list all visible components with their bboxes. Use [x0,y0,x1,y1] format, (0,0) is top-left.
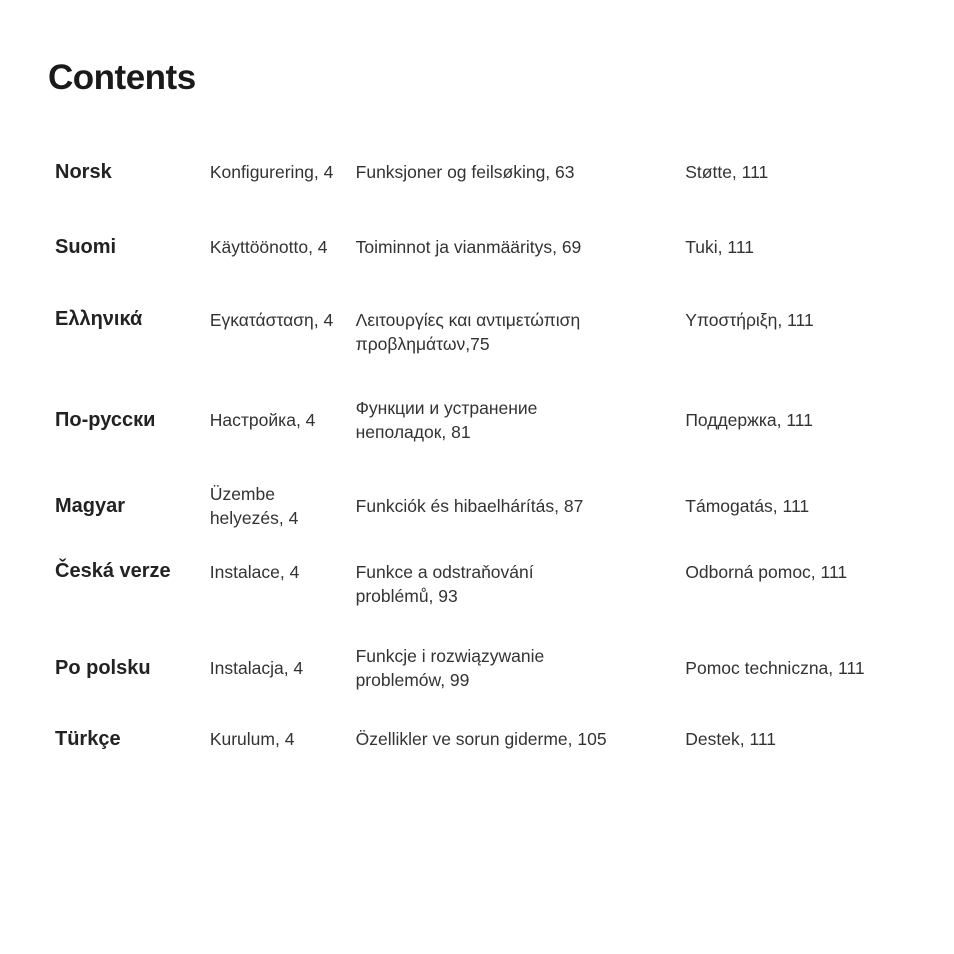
support-entry[interactable]: Támogatás, 111 [685,496,810,516]
support-entry[interactable]: Støtte, 111 [685,162,769,182]
table-of-contents [55,150,915,761]
toc-row-magyar [55,480,915,532]
support-entry[interactable]: Υποστήριξη, 111 [685,310,814,330]
language-name: Suomi [55,235,117,258]
functions-entry[interactable]: Özellikler ve sorun giderme, 105 [355,729,607,749]
setup-entry[interactable]: Εγκατάσταση, 4 [209,310,334,330]
functions-entry[interactable]: Funkce a odstraňování problémů, 93 [355,562,534,606]
setup-entry[interactable]: Üzembe helyezés, 4 [209,484,299,528]
functions-entry[interactable]: Λειτουργίες και αντιμετώπιση προβλημάτων,75 [355,310,581,354]
toc-row-norsk [55,150,915,194]
setup-entry[interactable]: Kurulum, 4 [209,729,295,749]
support-entry[interactable]: Tuki, 111 [685,237,754,257]
toc-row-suomi [55,225,915,269]
toc-row-russian [55,394,915,446]
setup-entry[interactable]: Konfigurering, 4 [209,162,334,182]
language-name: Ελληνικά [55,308,143,330]
support-entry[interactable]: Поддержка, 111 [685,410,813,430]
language-name: Norsk [55,160,112,183]
functions-entry[interactable]: Funkcje i rozwiązywanie problemów, 99 [355,646,545,690]
language-name: Magyar [55,494,126,517]
functions-entry[interactable]: Toiminnot ja vianmääritys, 69 [355,237,582,257]
setup-entry[interactable]: Настройка, 4 [209,410,316,430]
toc-row-ellinika [55,300,915,358]
toc-row-turkce [55,717,915,761]
functions-entry[interactable]: Функции и устранение неполадок, 81 [355,398,538,442]
setup-entry[interactable]: Käyttöönotto, 4 [209,237,328,257]
setup-entry[interactable]: Instalace, 4 [209,562,300,582]
support-entry[interactable]: Odborná pomoc, 111 [685,562,848,582]
support-entry[interactable]: Destek, 111 [685,729,777,749]
language-name: Po polsku [55,656,151,679]
language-name: Česká verze [55,560,171,582]
page-title: Contents [48,58,196,97]
functions-entry[interactable]: Funkciók és hibaelhárítás, 87 [355,496,584,516]
toc-row-ceska [55,552,915,610]
language-name: По-русски [55,408,156,431]
toc-row-polski [55,642,915,694]
setup-entry[interactable]: Instalacja, 4 [209,658,304,678]
support-entry[interactable]: Pomoc techniczna, 111 [685,658,865,678]
language-name: Türkçe [55,727,121,750]
functions-entry[interactable]: Funksjoner og feilsøking, 63 [355,162,575,182]
